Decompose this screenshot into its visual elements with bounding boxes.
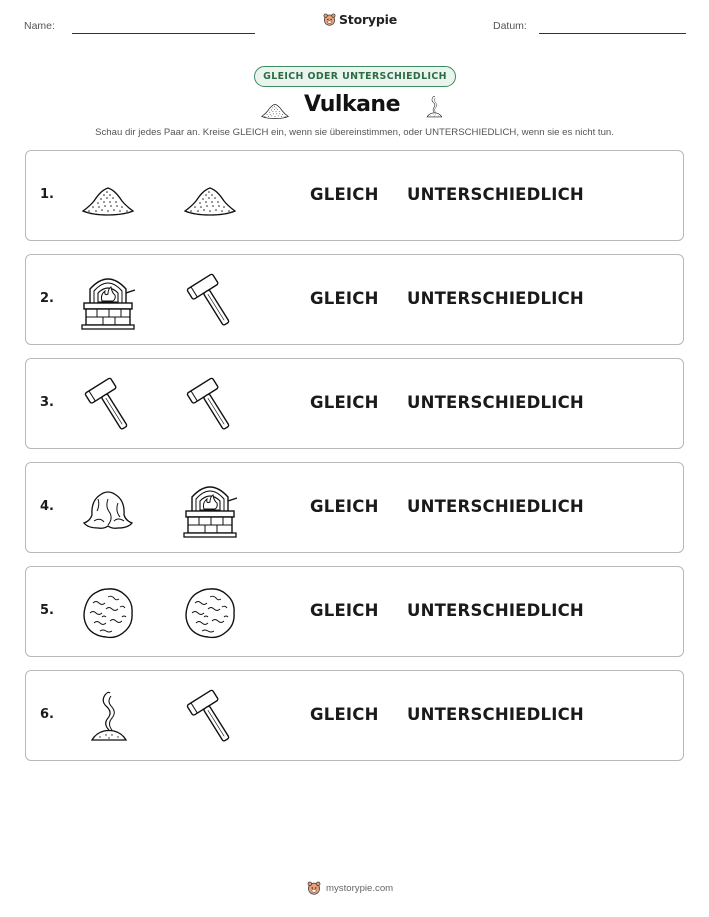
question-row: [25, 358, 684, 449]
footer: [307, 881, 393, 895]
instruction-text: Schau dir jedes Paar an. Kreise GLEICH ein, wenn sie übereinstimmen, oder UNTERSCHIEDLICH, wenn sie es nicht tun.: [95, 127, 614, 138]
kiln-icon: [78, 271, 138, 331]
question-number: 1.: [40, 187, 54, 202]
brand-name: Storypie: [339, 12, 397, 27]
hammer-icon: [180, 375, 240, 435]
option-different[interactable]: UNTERSCHIEDLICH: [407, 393, 584, 412]
option-same[interactable]: GLEICH: [310, 289, 379, 308]
question-row: [25, 462, 684, 553]
date-label: Datum:: [493, 20, 527, 32]
hammer-icon: [78, 375, 138, 435]
option-same[interactable]: GLEICH: [310, 393, 379, 412]
brand-logo: [323, 12, 397, 27]
option-same[interactable]: GLEICH: [310, 705, 379, 724]
ash-pile-icon: [180, 167, 240, 227]
name-field[interactable]: [72, 33, 255, 34]
ash-pile-icon: [78, 167, 138, 227]
question-row: [25, 150, 684, 241]
question-row: [25, 670, 684, 761]
question-number: 3.: [40, 395, 54, 410]
storypie-mascot-icon: [307, 881, 321, 895]
option-different[interactable]: UNTERSCHIEDLICH: [407, 497, 584, 516]
option-different[interactable]: UNTERSCHIEDLICH: [407, 289, 584, 308]
category-pill: GLEICH ODER UNTERSCHIEDLICH: [254, 66, 456, 87]
question-number: 6.: [40, 707, 54, 722]
question-row: [25, 566, 684, 657]
footer-site[interactable]: mystorypie.com: [326, 882, 394, 894]
option-different[interactable]: UNTERSCHIEDLICH: [407, 185, 584, 204]
storypie-mascot-icon: [323, 13, 336, 26]
name-label: Name:: [24, 20, 55, 32]
title-row: [0, 91, 709, 125]
option-same[interactable]: GLEICH: [310, 601, 379, 620]
date-field[interactable]: [539, 33, 686, 34]
page-title: Vulkane: [304, 92, 401, 117]
lava-mound-icon: [78, 479, 138, 539]
option-different[interactable]: UNTERSCHIEDLICH: [407, 601, 584, 620]
hammer-icon: [180, 271, 240, 331]
ash-pile-icon: [259, 93, 291, 125]
kiln-icon: [180, 479, 240, 539]
question-number: 5.: [40, 603, 54, 618]
option-same[interactable]: GLEICH: [310, 497, 379, 516]
smoke-vent-icon: [421, 91, 447, 123]
hammer-icon: [180, 687, 240, 747]
lava-rock-icon: [180, 583, 240, 643]
option-same[interactable]: GLEICH: [310, 185, 379, 204]
question-row: [25, 254, 684, 345]
lava-rock-icon: [78, 583, 138, 643]
smoke-vent-icon: [78, 687, 138, 747]
option-different[interactable]: UNTERSCHIEDLICH: [407, 705, 584, 724]
question-number: 4.: [40, 499, 54, 514]
question-number: 2.: [40, 291, 54, 306]
